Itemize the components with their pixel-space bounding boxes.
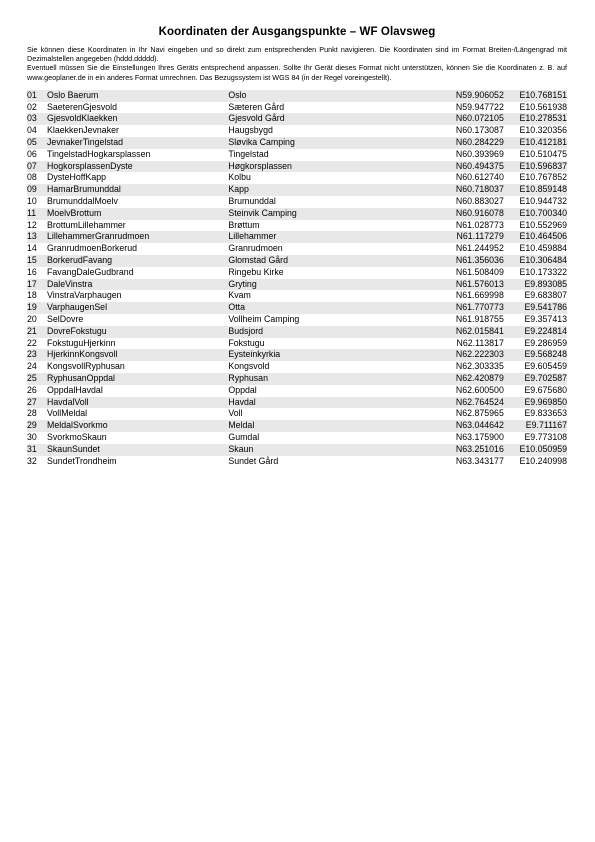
row-number: 01: [27, 90, 47, 102]
longitude: E10.859148: [504, 184, 567, 196]
stage-key: SaeterenGjesvold: [47, 101, 117, 112]
row-number: 08: [27, 172, 37, 183]
start-place: Sløvika Camping: [228, 137, 428, 149]
latitude: N61.508409: [455, 266, 504, 277]
row-number: 04: [27, 125, 37, 136]
table-row: [27, 243, 567, 255]
row-number: 29: [27, 420, 47, 432]
latitude: N61.918755: [455, 313, 504, 324]
latitude: N63.044642: [429, 420, 504, 432]
start-place: Voll: [228, 408, 243, 419]
longitude: E9.702587: [504, 373, 567, 385]
latitude: N62.875965: [455, 408, 504, 419]
longitude: E10.306484: [504, 255, 567, 267]
latitude: N61.117279: [429, 231, 504, 243]
table-row: [27, 397, 567, 409]
start-place: Sæteren Gård: [228, 101, 285, 112]
table-row: [27, 184, 567, 196]
longitude: E10.944732: [519, 195, 567, 206]
row-number: 06: [27, 148, 37, 159]
row-number: 24: [27, 361, 37, 372]
table-row: [27, 338, 567, 350]
latitude: N61.244952: [455, 243, 504, 254]
stage-key: HamarBrumunddal: [47, 184, 228, 196]
stage-key: BrottumLillehammer: [47, 219, 126, 230]
stage-key: VarphaugenSel: [47, 302, 228, 314]
longitude: E9.833653: [524, 408, 567, 419]
longitude: E9.357413: [524, 313, 567, 324]
stage-key: Oslo Baerum: [47, 90, 228, 102]
start-place: Oppdal: [228, 384, 257, 395]
latitude: N63.343177: [455, 455, 504, 466]
longitude: E9.969850: [504, 397, 567, 409]
stage-key: SelDovre: [47, 313, 84, 324]
longitude: E9.711167: [504, 420, 567, 432]
start-place: Eysteinkyrkia: [228, 349, 428, 361]
row-number: 13: [27, 231, 47, 243]
start-place: Meldal: [228, 420, 428, 432]
longitude: E10.596837: [504, 161, 567, 173]
longitude: E9.683807: [524, 290, 567, 301]
start-place: Kolbu: [228, 172, 251, 183]
stage-key: VinstraVarphaugen: [47, 290, 122, 301]
stage-key: VollMeldal: [47, 408, 88, 419]
latitude: N60.173087: [455, 125, 504, 136]
start-place: Havdal: [228, 397, 428, 409]
intro-text: [27, 45, 567, 82]
stage-key: FokstuguHjerkinn: [47, 337, 116, 348]
longitude: E10.510475: [519, 148, 567, 159]
row-number: 27: [27, 397, 47, 409]
table-row: [27, 349, 567, 361]
row-number: 03: [27, 113, 47, 125]
table-row: [27, 267, 567, 279]
latitude: N60.393969: [455, 148, 504, 159]
stage-key: HjerkinnKongsvoll: [47, 349, 228, 361]
latitude: N60.718037: [429, 184, 504, 196]
latitude: N62.113817: [456, 337, 504, 348]
row-number: 17: [27, 279, 47, 291]
stage-key: SkaunSundet: [47, 444, 228, 456]
table-row: [27, 231, 567, 243]
row-number: 30: [27, 431, 37, 442]
table-row: [27, 90, 567, 102]
latitude: N61.356036: [429, 255, 504, 267]
latitude: N62.764524: [429, 397, 504, 409]
latitude: N62.222303: [429, 349, 504, 361]
row-number: 22: [27, 337, 37, 348]
start-place: Gumdal: [228, 431, 260, 442]
row-number: 14: [27, 243, 37, 254]
table-row: [27, 314, 567, 326]
start-place: Otta: [228, 302, 428, 314]
start-place: Budsjord: [228, 326, 428, 338]
table-row: [27, 302, 567, 314]
stage-key: MoelvBrottum: [47, 208, 228, 220]
longitude: E9.773108: [524, 431, 567, 442]
table-row: [27, 220, 567, 232]
table-row: [27, 149, 567, 161]
start-place: Haugsbygd: [228, 125, 273, 136]
stage-key: OppdalHavdal: [47, 384, 103, 395]
stage-key: JevnakerTingelstad: [47, 137, 228, 149]
table-row: [27, 444, 567, 456]
row-number: 16: [27, 266, 37, 277]
latitude: N61.028773: [455, 219, 504, 230]
row-number: 10: [27, 195, 37, 206]
longitude: E9.286959: [524, 337, 567, 348]
start-place: Kvam: [228, 290, 251, 301]
stage-key: KlaekkenJevnaker: [47, 125, 119, 136]
longitude: E10.464506: [504, 231, 567, 243]
start-place: Tingelstad: [228, 148, 269, 159]
start-place: Brumunddal: [228, 195, 276, 206]
stage-key: HavdalVoll: [47, 397, 228, 409]
start-place: Brøttum: [228, 219, 260, 230]
latitude: N60.883027: [455, 195, 504, 206]
row-number: 25: [27, 373, 47, 385]
table-row: [27, 172, 567, 184]
table-row: [27, 208, 567, 220]
latitude: N61.669998: [455, 290, 504, 301]
table-row: [27, 326, 567, 338]
latitude: N63.251016: [429, 444, 504, 456]
start-place: Vollheim Camping: [228, 313, 300, 324]
latitude: N62.600500: [455, 384, 504, 395]
start-place: Kongsvold: [228, 361, 270, 372]
longitude: E10.552969: [519, 219, 567, 230]
intro-paragraph: Sie können diese Koordinaten in Ihr Navi eingeben und so direkt zum entsprechenden Punkt navigieren. Die Koordinaten sind im Format Breiten-/Längengrad mit Dezimalstellen angegeben (hddd.ddddd).: [27, 45, 567, 64]
start-place: Ryphusan: [228, 373, 428, 385]
start-place: Oslo: [228, 90, 428, 102]
row-number: 02: [27, 101, 37, 112]
start-place: Høgkorsplassen: [228, 161, 428, 173]
longitude: E10.561938: [519, 101, 567, 112]
table-row: [27, 196, 567, 208]
longitude: E10.768151: [504, 90, 567, 102]
stage-key: GjesvoldKlaekken: [47, 113, 228, 125]
stage-key: FavangDaleGudbrand: [47, 266, 134, 277]
document-title: Koordinaten der Ausgangspunkte – WF Olavsweg: [158, 26, 436, 38]
longitude: E9.893085: [504, 279, 567, 291]
start-place: Kapp: [228, 184, 428, 196]
start-place: Glomstad Gård: [228, 255, 428, 267]
longitude: E10.700340: [504, 208, 567, 220]
coordinates-table-body: [27, 90, 567, 468]
start-place: Skaun: [228, 444, 428, 456]
table-row: [27, 456, 567, 468]
row-number: 15: [27, 255, 47, 267]
row-number: 31: [27, 444, 47, 456]
row-number: 23: [27, 349, 47, 361]
table-row: [27, 432, 567, 444]
latitude: N59.947722: [455, 101, 504, 112]
start-place: Granrudmoen: [228, 243, 283, 254]
row-number: 32: [27, 455, 37, 466]
longitude: E10.240998: [519, 455, 567, 466]
row-number: 19: [27, 302, 47, 314]
latitude: N61.576013: [429, 279, 504, 291]
longitude: E9.605459: [524, 361, 567, 372]
longitude: E10.459884: [519, 243, 567, 254]
row-number: 12: [27, 219, 37, 230]
row-number: 07: [27, 161, 47, 173]
table-row: [27, 361, 567, 373]
latitude: N60.284229: [429, 137, 504, 149]
row-number: 26: [27, 384, 37, 395]
latitude: N59.906052: [429, 90, 504, 102]
stage-key: DysteHoffKapp: [47, 172, 107, 183]
stage-key: BrumunddalMoelv: [47, 195, 118, 206]
stage-key: RyphusanOppdal: [47, 373, 228, 385]
start-place: Sundet Gård: [228, 455, 279, 466]
table-row: [27, 290, 567, 302]
table-row: [27, 420, 567, 432]
table-row: [27, 255, 567, 267]
latitude: N62.420879: [429, 373, 504, 385]
longitude: E10.050959: [504, 444, 567, 456]
stage-key: DovreFokstugu: [47, 326, 228, 338]
stage-key: MeldalSvorkmo: [47, 420, 228, 432]
stage-key: SundetTrondheim: [47, 455, 117, 466]
latitude: N62.303335: [455, 361, 504, 372]
stage-key: HogkorsplassenDyste: [47, 161, 228, 173]
stage-key: TingelstadHogkarsplassen: [47, 148, 151, 159]
start-place: Fokstugu: [228, 337, 265, 348]
longitude: E10.173322: [519, 266, 567, 277]
longitude: E9.568248: [504, 349, 567, 361]
stage-key: BorkerudFavang: [47, 255, 228, 267]
longitude: E9.675680: [524, 384, 567, 395]
stage-key: KongsvollRyphusan: [47, 361, 125, 372]
row-number: 09: [27, 184, 47, 196]
row-number: 21: [27, 326, 47, 338]
start-place: Ringebu Kirke: [228, 266, 284, 277]
longitude: E9.541786: [504, 302, 567, 314]
longitude: E10.278531: [504, 113, 567, 125]
table-row: [27, 408, 567, 420]
table-row: [27, 102, 567, 114]
table-row: [27, 137, 567, 149]
row-number: 05: [27, 137, 47, 149]
row-number: 28: [27, 408, 37, 419]
row-number: 11: [27, 208, 47, 220]
coordinates-table: [27, 90, 567, 468]
stage-key: SvorkmoSkaun: [47, 431, 107, 442]
longitude: E9.224814: [504, 326, 567, 338]
longitude: E10.412181: [504, 137, 567, 149]
table-row: [27, 373, 567, 385]
intro-paragraph: Eventuell müssen Sie die Einstellungen Ihres Geräts entsprechend anpassen. Sollte Ihr Gerät dieses Format nicht unterstützen, können Sie die Koordinaten z. B. auf www.geoplaner.de in ein anderes Format umrechnen. Das Bezugssystem ist WGS 84 (in der Regel voreingestellt).: [27, 63, 567, 82]
latitude: N60.494375: [429, 161, 504, 173]
start-place: Gjesvold Gård: [228, 113, 428, 125]
start-place: Lillehammer: [228, 231, 428, 243]
latitude: N61.770773: [429, 302, 504, 314]
table-row: [27, 279, 567, 291]
latitude: N60.612740: [455, 172, 504, 183]
stage-key: GranrudmoenBorkerud: [47, 243, 138, 254]
table-row: [27, 161, 567, 173]
row-number: 20: [27, 313, 37, 324]
stage-key: LillehammerGranrudmoen: [47, 231, 228, 243]
start-place: Steinvik Camping: [228, 208, 428, 220]
latitude: N63.175900: [455, 431, 504, 442]
latitude: N60.072105: [429, 113, 504, 125]
start-place: Gryting: [228, 279, 428, 291]
document-page: [27, 26, 567, 467]
latitude: N60.916078: [429, 208, 504, 220]
longitude: E10.767852: [519, 172, 567, 183]
row-number: 18: [27, 290, 37, 301]
table-row: [27, 385, 567, 397]
stage-key: DaleVinstra: [47, 279, 228, 291]
table-row: [27, 113, 567, 125]
longitude: E10.320356: [519, 125, 567, 136]
table-row: [27, 125, 567, 137]
latitude: N62.015841: [429, 326, 504, 338]
